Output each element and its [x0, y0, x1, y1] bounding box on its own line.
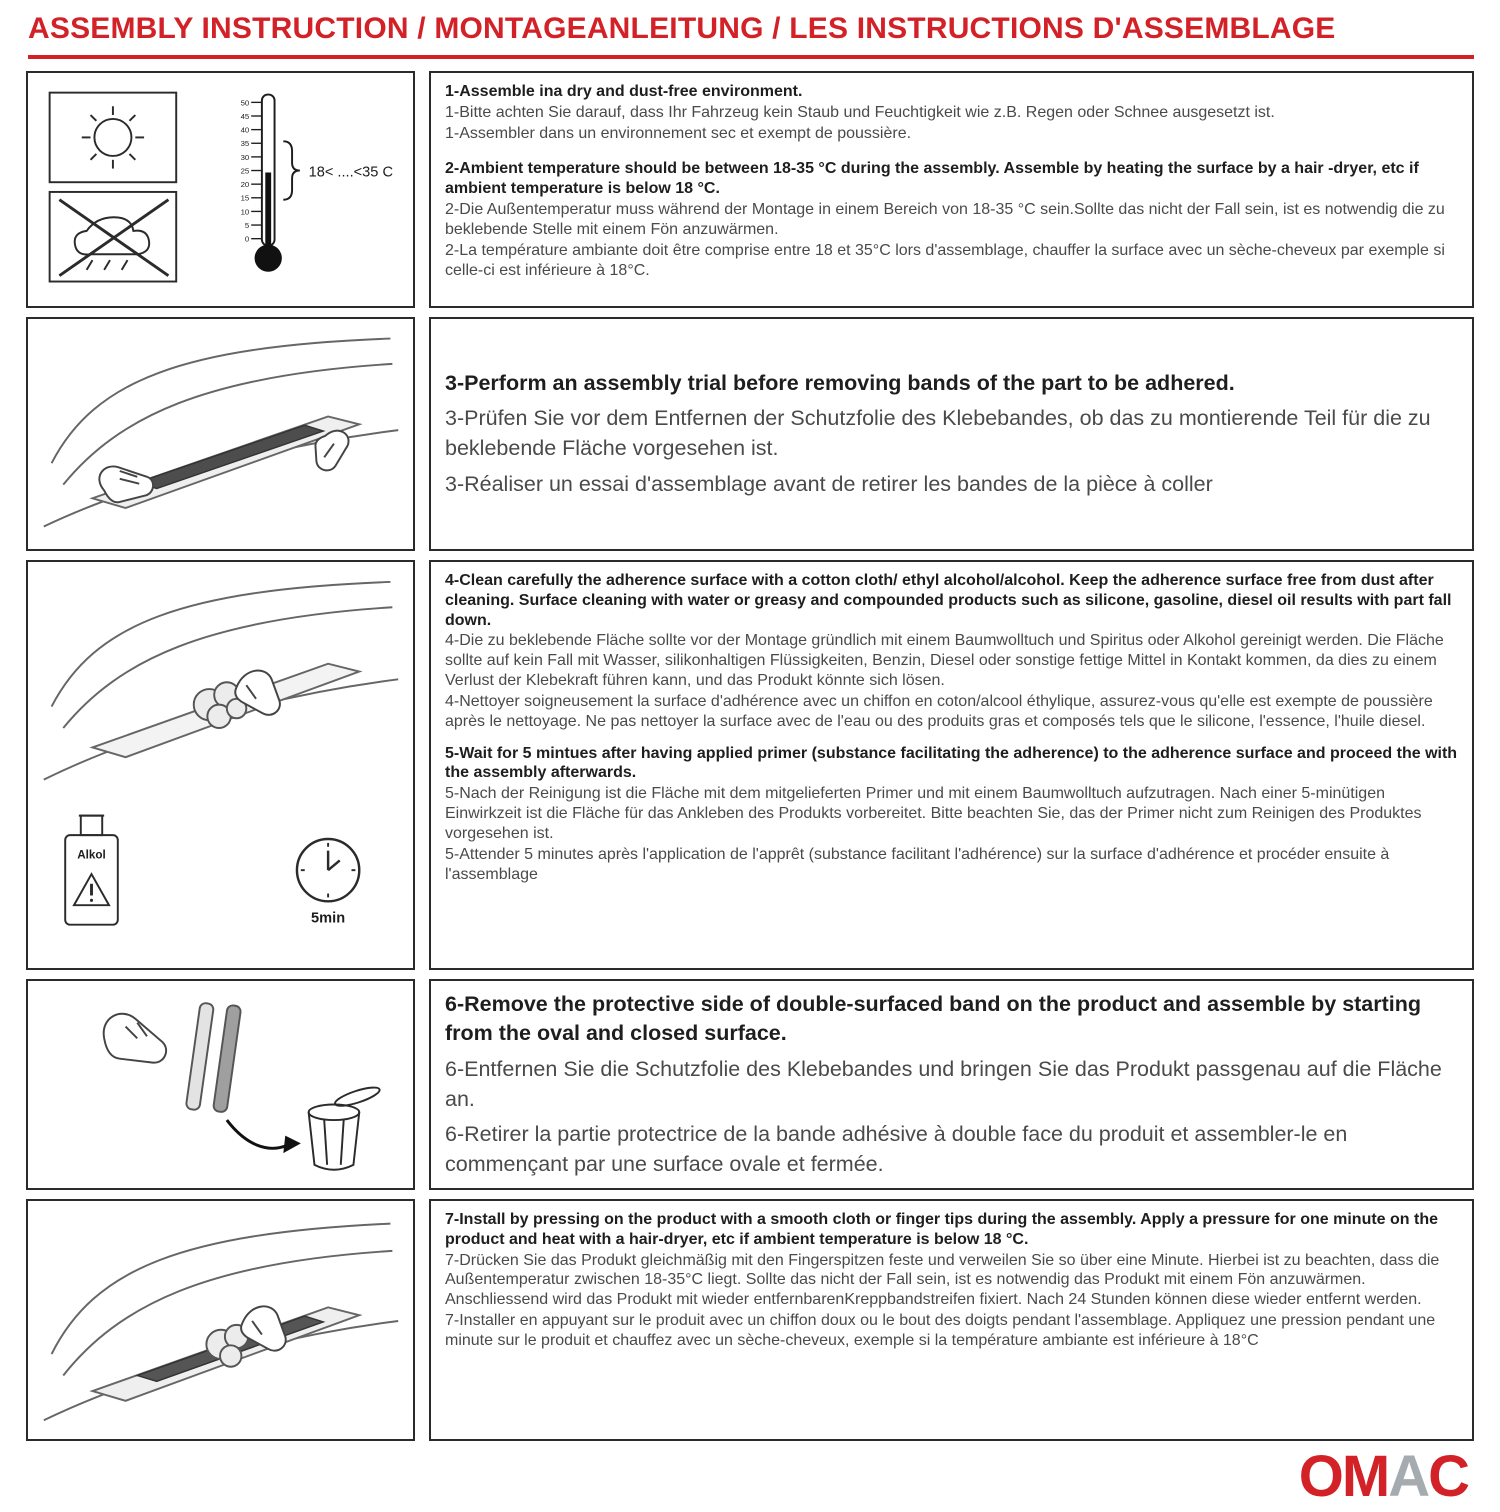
- instruction-text-5: [429, 1199, 1474, 1441]
- instruction-de: 3-Prüfen Sie vor dem Entfernen der Schutzfolie des Klebebandes, ob das zu montierende Teil für die zu beklebende Fläche vorgesehen ist.: [445, 406, 1431, 460]
- instruction-en: 3-Perform an assembly trial before removing bands of the part to be adhered.: [445, 370, 1235, 395]
- cleaning-illustration: [36, 567, 406, 963]
- logo-om: OM: [1298, 1444, 1389, 1509]
- page-title: ASSEMBLY INSTRUCTION / MONTAGEANLEITUNG / LES INSTRUCTIONS D'ASSEMBLAGE: [28, 12, 1474, 59]
- instruction-en: 2-Ambient temperature should be between 18-35 °C during the assembly. Assemble by heating the surface by a hair -dryer, etc if ambient temperature is below 18 °C.: [445, 160, 1419, 198]
- instruction-text-2: [429, 317, 1474, 551]
- instruction-row-1: [26, 71, 1474, 308]
- alcohol-bottle-icon: [65, 816, 118, 925]
- door-sill-trial-illustration: [36, 324, 406, 544]
- peel-band-illustration: [36, 985, 406, 1185]
- instruction-text-1: [429, 71, 1474, 308]
- instruction-en: 4-Clean carefully the adherence surface with a cotton cloth/ ethyl alcohol/alcohol. Keep the adherence surface free from dust after cleaning. Surface cleaning with water or greasy and compounded products such as silicone, gasoline, diesel oil results with part fall down.: [445, 572, 1452, 629]
- instruction-de: 1-Bitte achten Sie darauf, dass Ihr Fahrzeug kein Staub und Feuchtigkeit wie z.B. Regen oder Schnee ausgesetzt ist.: [445, 103, 1275, 121]
- thermo-tick: 0: [244, 234, 249, 244]
- illustration-cleaning: [26, 560, 415, 970]
- brace-shape: [283, 141, 300, 199]
- press-product-illustration: [36, 1206, 406, 1434]
- instruction-de: 4-Die zu beklebende Fläche sollte vor der Montage gründlich mit einem Baumwolltuch und Spiritus oder Alkohol gereinigt werden. Die Fläche sollte auf kein Fall mit Wasser, silikonhaltigen Flüssigkeiten, Benzin, Diesel oder sonstige fettige Mittel in Kontakt kommen, da dies zu einem Verlust der Klebekraft führen kann, und das Produkt könnte sich lösen.: [445, 632, 1444, 690]
- bottle-label: Alkol: [76, 848, 106, 862]
- instruction-en: 1-Assemble ina dry and dust-free environment.: [445, 83, 803, 100]
- instruction-row-5: [26, 1199, 1474, 1441]
- thermometer-icon: [240, 94, 299, 271]
- logo-a: A: [1388, 1444, 1429, 1509]
- instruction-fr: 1-Assembler dans un environnement sec et exempt de poussière.: [445, 124, 912, 142]
- thermo-tick: 15: [240, 193, 249, 203]
- instruction-en: 6-Remove the protective side of double-surfaced band on the product and assemble by starting from the oval and closed surface.: [445, 991, 1422, 1046]
- illustration-environment: [26, 71, 415, 308]
- instruction-en: 7-Install by pressing on the product with a smooth cloth or finger tips during the assembly. Apply a pressure for one minute on the product and heat with a hair-dryer, etc if ambient temperature is below 18 °C.: [445, 1211, 1438, 1248]
- thermo-tick: 30: [240, 152, 249, 162]
- omac-logo: [1298, 1444, 1468, 1509]
- thermo-tick: 50: [240, 97, 249, 107]
- thermo-tick: 5: [244, 220, 249, 230]
- instruction-fr: 4-Nettoyer soigneusement la surface d'adhérence avec un chiffon en coton/alcool éthylique, assurez-vous qu'elle est exempte de poussière après le nettoyage. Ne pas nettoyer la surface avec de l'eau ou des produits gras et composés tels que le silicone, l'essence, l'huile diesel.: [445, 692, 1433, 730]
- no-rain-icon: [49, 191, 176, 281]
- door-sill-outline: [43, 582, 397, 780]
- arrow-to-trash: [226, 1120, 300, 1153]
- instruction-row-4: [26, 979, 1474, 1190]
- instruction-de: 2-Die Außentemperatur muss während der Montage in einem Bereich von 18-35 °C sein.Sollte das nicht der Fall sein, ist es notwendig die zu beklebende Stelle mit einem Fön anzuwärmen.: [445, 201, 1445, 238]
- illustration-assembly-trial: [26, 317, 415, 551]
- instruction-text-3: [429, 560, 1474, 970]
- instruction-row-2: [26, 317, 1474, 551]
- instruction-de: 5-Nach der Reinigung ist die Fläche mit dem mitgelieferten Primer und mit einem Baumwolltuch aufzutragen. Nach einer 5-minütigen Einwirkzeit ist die Fläche für das Ankleben des Produkts vorbereitet. Bitte beachten Sie, das der Primer nicht zum Reinigen des Produktes vorgesehen ist.: [445, 785, 1422, 842]
- instruction-text-4: [429, 979, 1474, 1190]
- clock-icon: [296, 839, 358, 927]
- thermo-tick: 40: [240, 125, 249, 135]
- instruction-fr: 6-Retirer la partie protectrice de la bande adhésive à double face du produit et assembler-le en commençant par une surface ovale et fermée.: [445, 1122, 1348, 1176]
- thermo-tick: 45: [240, 111, 249, 121]
- sun-icon: [49, 92, 176, 182]
- instruction-de: 7-Drücken Sie das Produkt gleichmäßig mit den Fingerspitzen feste und verweilen Sie so über eine Minute. Hierbei ist zu beachten, dass die Außentemperatur zwischen 18-35°C liegt. Sollte das nicht der Fall sein, ist es notwendig das Produkt mit einem Fön anzuwärmen. Anschliessend wird das Produkt mit wieder entfernbarenKreppbandstreifen fixiert. Nach 24 Stunden können diese wieder entfernt werden.: [445, 1251, 1440, 1309]
- peeling-hand: [103, 1013, 165, 1062]
- door-sill-outline: [43, 1224, 397, 1421]
- instruction-rows: [26, 71, 1474, 1441]
- illustration-press-product: [26, 1199, 415, 1441]
- instruction-fr: 2-La température ambiante doit être comprise entre 18 et 35°C lors d'assemblage, chauffer la surface avec un sèche-cheveux par exemple si celle-ci est inférieure à 18°C.: [445, 241, 1445, 279]
- instruction-fr: 3-Réaliser un essai d'assemblage avant de retirer les bandes de la pièce à coller: [445, 471, 1213, 496]
- thermo-tick: 25: [240, 165, 249, 175]
- warning-triangle-icon: [73, 874, 108, 905]
- thermo-tick: 35: [240, 138, 249, 148]
- instruction-fr: 7-Installer en appuyant sur le produit avec un chiffon doux ou le bout des doigts pendant l'assemblage. Appliquez une pression pendant une minute sur le produit et chauffez avec un sèche-cheveux, exemple si la température ambiante est inférieure à 18°C: [445, 1312, 1436, 1349]
- instruction-row-3: [26, 560, 1474, 970]
- instruction-de: 6-Entfernen Sie die Schutzfolie des Klebebandes und bringen Sie das Produkt passgenau auf die Fläche an.: [445, 1056, 1442, 1111]
- logo-c: C: [1428, 1444, 1468, 1509]
- temperature-range-label: 18< ....<35 C: [308, 163, 393, 180]
- adhesive-strip: [137, 425, 323, 488]
- environment-illustration: [36, 80, 406, 300]
- thermo-tick: 10: [240, 206, 249, 216]
- adhesive-bands: [185, 1002, 241, 1112]
- instruction-fr: 5-Attender 5 minutes après l'application de l'apprêt (substance facilitant l'adhérence) sur la surface d'adhérence et procéder ensuite à l'assemblage: [445, 845, 1390, 883]
- illustration-remove-band: [26, 979, 415, 1190]
- instruction-en: 5-Wait for 5 mintues after having applied primer (substance facilitating the adherence) to the adherence surface and proceed the with the assembly afterwards.: [445, 744, 1458, 782]
- clock-label: 5min: [310, 910, 345, 927]
- footer: [26, 1444, 1474, 1512]
- trash-can-icon: [308, 1083, 381, 1169]
- thermo-tick: 20: [240, 179, 249, 189]
